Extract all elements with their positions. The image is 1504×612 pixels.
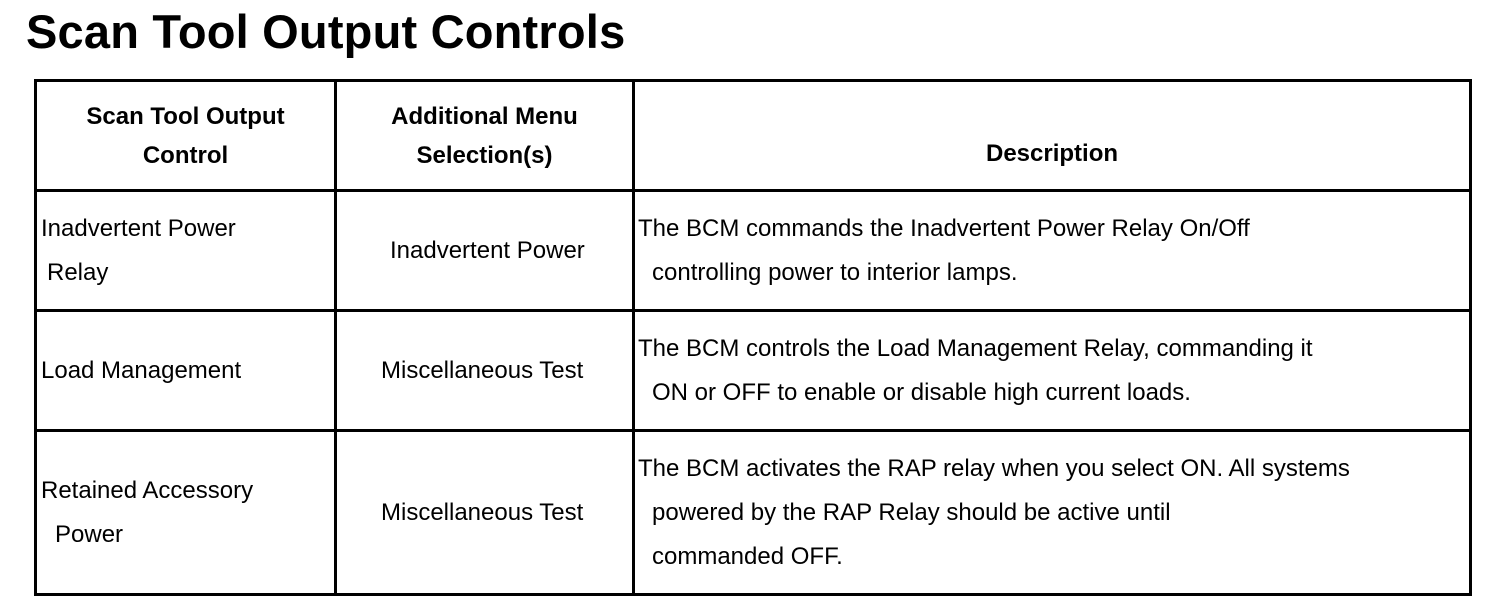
output-controls-table <box>34 79 1472 596</box>
cell-text: Relay <box>47 258 109 286</box>
cell-description <box>634 431 1471 595</box>
cell-text: Miscellaneous Test <box>381 356 584 384</box>
header-control-line: Scan Tool Output <box>86 102 285 130</box>
cell-text: The BCM controls the Load Management Relay, commanding it <box>638 334 1313 362</box>
cell-text: The BCM activates the RAP relay when you select ON. All systems <box>638 454 1350 482</box>
cell-text: Retained Accessory <box>41 476 254 504</box>
header-control-line: Control <box>142 141 229 169</box>
header-additional-menu-selections <box>336 81 634 191</box>
cell-text: commanded OFF. <box>652 542 843 570</box>
cell-text: powered by the RAP Relay should be active until <box>652 498 1171 526</box>
header-menu-line: Additional Menu <box>391 102 578 130</box>
table-row <box>36 431 1471 595</box>
page-title: Scan Tool Output Controls <box>26 5 626 58</box>
cell-menu-selection <box>336 431 634 595</box>
cell-text: controlling power to interior lamps. <box>652 258 1018 286</box>
cell-text: Load Management <box>41 356 242 384</box>
header-menu-line: Selection(s) <box>416 141 553 169</box>
header-scan-tool-output-control <box>36 81 336 191</box>
cell-description <box>634 311 1471 431</box>
cell-description <box>634 191 1471 311</box>
cell-text: The BCM commands the Inadvertent Power Relay On/Off <box>638 214 1250 242</box>
table-header-row <box>36 81 1471 191</box>
cell-output-control <box>36 311 336 431</box>
cell-text: ON or OFF to enable or disable high current loads. <box>652 378 1191 406</box>
cell-text: Inadvertent Power <box>390 236 585 264</box>
cell-menu-selection <box>336 311 634 431</box>
cell-text: Power <box>55 520 124 548</box>
header-description-label: Description <box>985 140 1119 167</box>
cell-menu-selection <box>336 191 634 311</box>
cell-text: Inadvertent Power <box>41 214 236 242</box>
header-description <box>634 81 1471 191</box>
cell-output-control <box>36 431 336 595</box>
table-row <box>36 191 1471 311</box>
cell-output-control <box>36 191 336 311</box>
table-row <box>36 311 1471 431</box>
cell-text: Miscellaneous Test <box>381 498 584 526</box>
